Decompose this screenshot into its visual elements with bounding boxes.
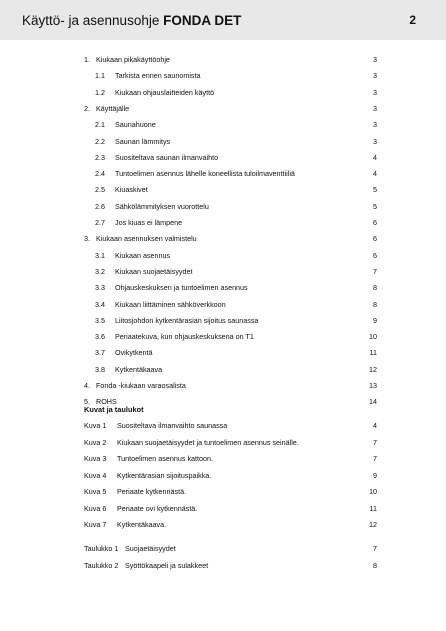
entry-title: Kiukaan suojaetäisyydet [115, 266, 193, 276]
entry-page-number: 4 [373, 152, 377, 162]
entry-page-number: 4 [373, 169, 377, 179]
toc-entry[interactable] [0, 316, 446, 326]
entry-page-number: 3 [373, 55, 377, 64]
entry-title: Periaatekuva, kun ohjauskeskuksena on T1 [115, 332, 254, 342]
entry-title: Kytkentäkaava. [117, 520, 167, 529]
entry-page-number: 7 [373, 454, 377, 463]
entry-page-number: 9 [373, 315, 377, 325]
entry-page-number: 11 [369, 348, 377, 358]
toc-entry[interactable] [0, 348, 446, 358]
entry-page-number: 10 [369, 487, 377, 496]
entry-number: Kuva 6 [84, 503, 107, 513]
entry-title: Tuntoelimen asennus kattoon. [117, 454, 214, 463]
entry-number: Kuva 2 [84, 437, 107, 447]
entry-number: 2.4 [95, 169, 105, 179]
entry-number: 3.5 [95, 315, 105, 325]
entry-page-number: 8 [373, 299, 377, 309]
entry-number: 1.2 [95, 87, 105, 97]
entry-page-number: 3 [373, 71, 377, 81]
entry-number: 2.6 [95, 201, 105, 211]
entry-number: 3.7 [95, 348, 105, 358]
entry-title: Saunan lämmitys [115, 136, 171, 146]
entry-title: Tarkista ennen saunomista [115, 71, 201, 81]
entry-page-number: 3 [373, 120, 377, 130]
entry-page-number: 8 [373, 560, 377, 570]
entry-page-number: 5 [373, 185, 377, 195]
entry-page-number: 3 [373, 103, 377, 113]
entry-page-number: 11 [369, 503, 377, 513]
document-title [22, 13, 241, 28]
figure-entry[interactable] [0, 454, 446, 464]
toc-entry[interactable] [0, 365, 446, 375]
entry-number: Kuva 7 [84, 520, 107, 529]
toc-entry[interactable] [0, 251, 446, 261]
entry-title: Suositeltava ilmanvaihto saunassa [117, 421, 228, 430]
entry-number: Taulukko 1 [84, 544, 119, 553]
entry-number: 1.1 [95, 71, 105, 81]
entry-number: 2.7 [95, 218, 105, 227]
entry-number: Taulukko 2 [84, 560, 119, 570]
entry-title: Fonda -kiukaan varaosalista [96, 381, 186, 390]
table-entry[interactable] [0, 544, 446, 554]
entry-number: 2.5 [95, 185, 105, 195]
entry-number: 3.1 [95, 250, 105, 260]
figure-entry[interactable] [0, 504, 446, 514]
toc-entry[interactable] [0, 283, 446, 293]
entry-page-number: 6 [373, 250, 377, 260]
entry-title: Tuntoelimen asennus lähelle koneellista tuloilmaventtiiliä [115, 169, 295, 179]
entry-page-number: 7 [373, 437, 377, 447]
entry-title: Kiukaan pikakäyttöohje [96, 55, 170, 64]
figure-entry[interactable] [0, 520, 446, 530]
entry-number: 3. [84, 234, 90, 244]
entry-title: Suojaetäisyydet [125, 544, 176, 553]
toc-entry[interactable] [0, 137, 446, 147]
toc-entry[interactable] [0, 267, 446, 277]
toc-entry[interactable] [0, 88, 446, 98]
toc-entry[interactable] [0, 55, 446, 65]
entry-page-number: 3 [373, 87, 377, 97]
entry-page-number: 12 [369, 364, 377, 374]
table-entry[interactable] [0, 561, 446, 571]
entry-title: Kiukaan asennus [115, 250, 171, 260]
entry-page-number: 12 [369, 520, 377, 529]
toc-entry[interactable] [0, 202, 446, 212]
entry-title: Sähkölämmityksen vuorottelu [115, 201, 209, 211]
entry-title: Kytkentäkaava [115, 364, 163, 374]
entry-number: 2. [84, 103, 90, 113]
toc-entry[interactable] [0, 397, 446, 407]
entry-number: 2.1 [95, 120, 105, 130]
entry-page-number: 9 [373, 470, 377, 480]
toc-entry[interactable] [0, 381, 446, 391]
entry-number: 4. [84, 381, 90, 390]
entry-page-number: 13 [369, 381, 377, 390]
entry-title: Suositeltava saunan ilmanvaihto [115, 152, 219, 162]
entry-title: Kiukaan suojaetäisyydet ja tuntoelimen asennus seinälle. [117, 437, 299, 447]
entry-number: 5. [84, 397, 90, 407]
entry-number: Kuva 4 [84, 470, 107, 480]
title-product-name: FONDA DET [163, 13, 242, 28]
figures-heading: Kuvat ja taulukot [84, 405, 144, 414]
entry-page-number: 14 [369, 397, 377, 407]
entry-title: Kiukaan liittäminen sähköverkkoon [115, 299, 226, 309]
entry-number: 2.3 [95, 152, 105, 162]
entry-page-number: 4 [373, 421, 377, 430]
entry-title: Jos kiuas ei lämpene [115, 218, 183, 227]
entry-title: Kiukaan asennuksen valmistelu [96, 234, 197, 244]
entry-number: 3.4 [95, 299, 105, 309]
entry-page-number: 8 [373, 283, 377, 293]
entry-title: Ohjauskeskuksen ja tuntoelimen asennus [115, 283, 248, 293]
entry-number: 3.6 [95, 332, 105, 342]
entry-title: Syöttökaapeli ja sulakkeet [125, 560, 209, 570]
figure-entry[interactable] [0, 471, 446, 481]
entry-page-number: 6 [373, 234, 377, 244]
entry-title: Saunahuone [115, 120, 156, 130]
entry-title: Liitosjohdon kytkentärasian sijoitus saunassa [115, 315, 259, 325]
entry-number: Kuva 5 [84, 487, 107, 496]
entry-page-number: 10 [369, 332, 377, 342]
toc-entry[interactable] [0, 332, 446, 342]
entry-number: 2.2 [95, 136, 105, 146]
entry-page-number: 7 [373, 544, 377, 553]
entry-number: 3.3 [95, 283, 105, 293]
figure-entry[interactable] [0, 487, 446, 497]
entry-page-number: 7 [373, 266, 377, 276]
entry-title: Kiuaskivet [115, 185, 148, 195]
toc-entry[interactable] [0, 104, 446, 114]
toc-entry[interactable] [0, 71, 446, 81]
page-number: 2 [409, 13, 416, 27]
entry-number: 3.8 [95, 364, 105, 374]
entry-title: Käyttäjälle [96, 103, 130, 113]
entry-page-number: 5 [373, 201, 377, 211]
entry-page-number: 6 [373, 218, 377, 227]
entry-title: Kytkentärasian sijoituspaikka. [117, 470, 212, 480]
entry-number: 3.2 [95, 266, 105, 276]
entry-title: Ovikytkentä [115, 348, 153, 358]
figure-entry[interactable] [0, 438, 446, 448]
entry-page-number: 3 [373, 136, 377, 146]
entry-title: Periaate ovi kytkennästä. [117, 503, 198, 513]
entry-title: ROHS [96, 397, 117, 407]
toc-entry[interactable] [0, 300, 446, 310]
toc-entry[interactable] [0, 169, 446, 179]
figure-entry[interactable] [0, 421, 446, 431]
toc-entry[interactable] [0, 234, 446, 244]
toc-entry[interactable] [0, 120, 446, 130]
toc-entry[interactable] [0, 185, 446, 195]
entry-number: Kuva 3 [84, 454, 107, 463]
entry-title: Periaate kytkennästä. [117, 487, 187, 496]
entry-title: Kiukaan ohjauslaitteiden käyttö [115, 87, 215, 97]
toc-entry[interactable] [0, 153, 446, 163]
entry-number: Kuva 1 [84, 421, 107, 430]
title-prefix: Käyttö- ja asennusohje [22, 13, 164, 28]
page-header [0, 0, 446, 40]
toc-entry[interactable] [0, 218, 446, 228]
entry-number: 1. [84, 55, 90, 64]
